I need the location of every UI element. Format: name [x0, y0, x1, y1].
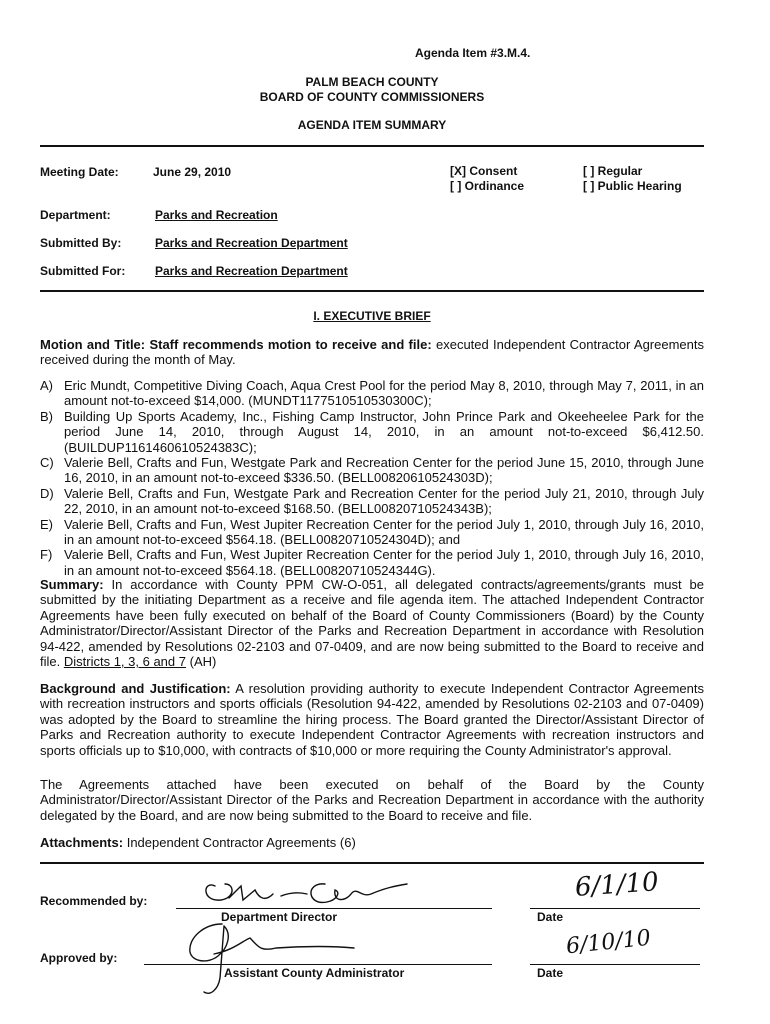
list-item-text: Building Up Sports Academy, Inc., Fishing Camp Instructor, John Prince Park and Okeeheelee Park for the period June 14, 2010, through August 14, 2010, in an amount not-to-exceed $6,412.50. (BUILDUP1161460610524383C); — [64, 408, 704, 455]
motion-text: executed Independent Contractor Agreements received during the month of May. — [40, 337, 704, 368]
asst-admin-signature-image — [184, 918, 364, 998]
document-title: AGENDA ITEM SUMMARY — [297, 118, 447, 132]
list-item-letter: E) — [40, 516, 53, 532]
list-item-text: Valerie Bell, Crafts and Fun, West Jupiter Recreation Center for the period July 1, 2010, through July 16, 2010, in an amount not-to-exceed $564.18. (BELL00820710524344G). — [64, 547, 704, 578]
list-item — [40, 486, 704, 517]
signature-divider — [40, 862, 704, 864]
submitted-by-label: Submitted By: — [40, 236, 122, 250]
summary-districts: Districts 1, 3, 6 and 7 — [63, 654, 186, 670]
director-signature-image — [195, 872, 415, 912]
submitted-by-value: Parks and Recreation Department — [155, 236, 348, 250]
consent-checkbox: [X] Consent — [450, 164, 518, 178]
public-hearing-checkbox: [ ] Public Hearing — [583, 179, 682, 193]
motion-bold-text: Staff recommends motion to receive and file: — [149, 337, 432, 352]
submitted-for-value: Parks and Recreation Department — [155, 264, 348, 278]
list-item-text: Valerie Bell, Crafts and Fun, West Jupiter Recreation Center for the period July 1, 2010, through July 16, 2010, in an amount not-to-exceed $564.18. (BELL00820710524304D); and — [64, 516, 704, 548]
list-item-letter: F) — [40, 547, 53, 563]
list-item-text: Valerie Bell, Crafts and Fun, Westgate Park and Recreation Center for the period July 21, 2010, through July 22, 2010, in an amount not-to-exceed $168.50. (BELL00820710524343B); — [64, 485, 704, 517]
list-item-letter: C) — [40, 455, 54, 471]
background-text: A resolution providing authority to execute Independent Contractor Agreements with recreation instructors and sports officials (Resolution 94-422, amended by Resolutions 02-2103 and 07-0409) was adopted by the Board to streamline the hiring process. The Board granted the Director/Assistant Director of Parks and Recreation authority to execute Independent Contractor Agreements with recreation instructors and sports officials up to $10,000, with contracts of $10,000 or more requiring the County Administrator's approval. — [40, 681, 704, 758]
department-divider — [40, 290, 704, 292]
list-item-letter: D) — [40, 485, 54, 501]
attachments-line — [40, 835, 356, 850]
approved-by-label: Approved by: — [40, 951, 118, 965]
summary-tail: (AH) — [189, 654, 217, 670]
list-item — [40, 409, 704, 455]
list-item-text: Eric Mundt, Competitive Diving Coach, Aqua Crest Pool for the period May 8, 2010, through May 7, 2011, in an amount not-to-exceed $14,000. (MUNDT1177510510530300C); — [64, 378, 704, 409]
motion-and-title — [40, 337, 704, 368]
date1-line — [530, 908, 700, 909]
list-item-letter: A) — [40, 378, 53, 393]
department-director-caption: Department Director — [221, 910, 338, 924]
header-divider — [40, 145, 704, 147]
agreements-paragraph: The Agreements attached have been executed on behalf of the Board by the County Administrator/Director/Assistant Director of the Parks and Recreation Department in accordance with the authority delegated by the Board, and are now being submitted to the Board to receive and file. — [40, 777, 704, 823]
attachments-text: Independent Contractor Agreements (6) — [126, 835, 356, 850]
list-item — [40, 455, 704, 486]
date2-line — [530, 964, 700, 965]
motion-label: Motion and Title: — [40, 337, 146, 352]
department-label: Department: — [40, 208, 111, 222]
date2-caption: Date — [537, 966, 564, 980]
regular-checkbox: [ ] Regular — [583, 164, 643, 178]
date1-handwritten: 6/1/10 — [574, 867, 660, 903]
recommended-by-label: Recommended by: — [40, 894, 148, 908]
date2-handwritten: 6/10/10 — [564, 925, 652, 960]
list-item — [40, 547, 704, 578]
list-item — [40, 517, 704, 548]
summary-text: In accordance with County PPM CW-O-051, all delegated contracts/agreements/grants must be submitted by the initiating Department as a receive and file agenda item. The attached Independent Contractor Agreements have been fully executed on behalf of the Board of County Commissioners (Board) by the County Administrator/Director/Assistant Director of the Parks and Recreation Department in accordance with Resolution 94-422, amended by Resolutions 02-2103 and 07-0409, and are now being submitted to the Board to receive and file. — [40, 577, 704, 670]
submitted-for-label: Submitted For: — [40, 264, 126, 278]
background-label: Background and Justification: — [40, 681, 231, 696]
list-item-letter: B) — [40, 408, 53, 424]
board-name: BOARD OF COUNTY COMMISSIONERS — [259, 90, 485, 104]
summary-paragraph — [40, 577, 704, 669]
list-item — [40, 378, 704, 409]
date1-caption: Date — [537, 910, 564, 924]
department-value: Parks and Recreation — [155, 208, 278, 222]
attachments-label: Attachments: — [40, 835, 124, 850]
asst-admin-caption: Assistant County Administrator — [224, 966, 405, 980]
background-paragraph — [40, 681, 704, 758]
meeting-date-label: Meeting Date: — [40, 165, 119, 179]
list-item-text: Valerie Bell, Crafts and Fun, Westgate Park and Recreation Center for the period June 15, 2010, through June 16, 2010, in an amount not-to-exceed $336.50. (BELL00820610524303D); — [64, 455, 704, 486]
ordinance-checkbox: [ ] Ordinance — [450, 179, 525, 193]
agenda-item-number: Agenda Item #3.M.4. — [415, 46, 531, 60]
meeting-date-value: June 29, 2010 — [153, 165, 232, 179]
county-name: PALM BEACH COUNTY — [305, 75, 439, 89]
summary-label: Summary: — [40, 577, 104, 592]
executive-brief-heading: I. EXECUTIVE BRIEF — [313, 309, 431, 323]
agreement-list — [40, 378, 704, 578]
